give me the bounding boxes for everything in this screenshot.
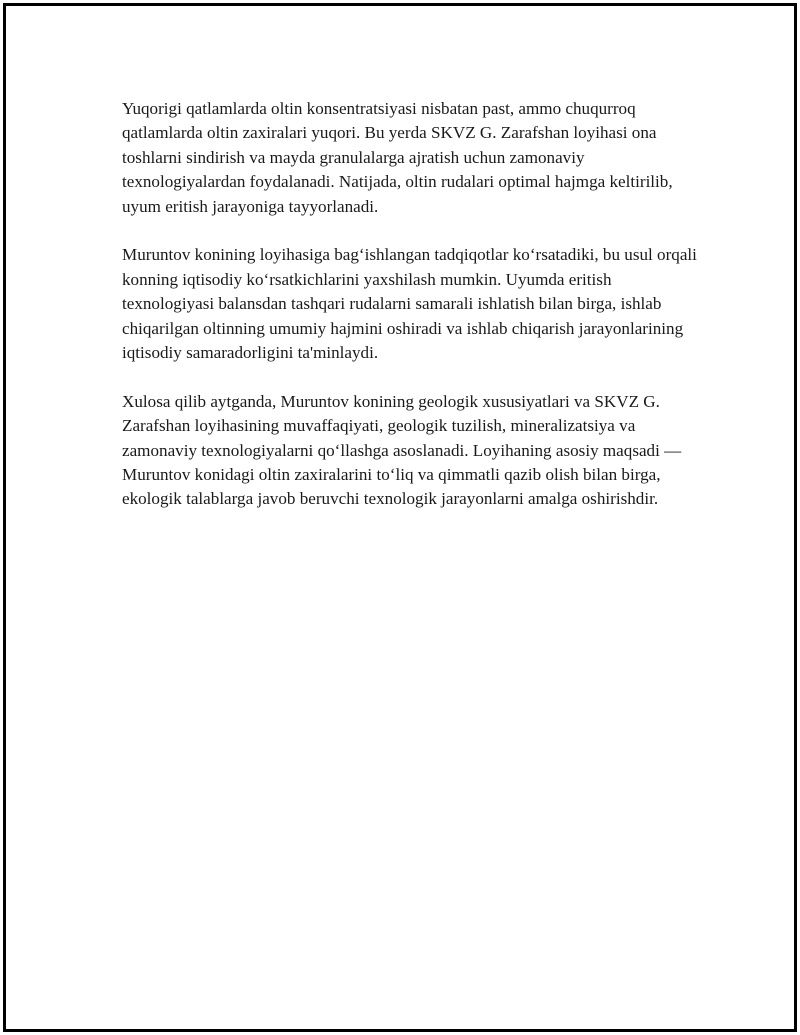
page-frame bbox=[3, 3, 797, 1032]
paragraph: Muruntov konining loyihasiga bag‘ishlangan tadqiqotlar ko‘rsatadiki, bu usul orqali konning iqtisodiy ko‘rsatkichlarini yaxshilash mumkin. Uyumda eritish texnologiyasi balansdan tashqari rudalarni samarali ishlatish bilan birga, ishlab chiqarilgan oltinning umumiy hajmini oshiradi va ishlab chiqarish jarayonlarining iqtisodiy samaradorligini ta'minlaydi. bbox=[122, 245, 697, 363]
document-body bbox=[122, 97, 702, 536]
paragraph: Xulosa qilib aytganda, Muruntov konining geologik xususiyatlari va SKVZ G. Zarafshan loyihasining muvaffaqiyati, geologik tuzilish, mineralizatsiya va zamonaviy texnologiyalarni qo‘llashga asoslanadi. Loyihaning asosiy maqsadi — Muruntov konidagi oltin zaxiralarini to‘liq va qimmatli qazib olish bilan birga, ekologik talablarga javob beruvchi texnologik jarayonlarni amalga oshirishdir. bbox=[122, 391, 682, 509]
paragraph: Yuqorigi qatlamlarda oltin konsentratsiyasi nisbatan past, ammo chuqurroq qatlamlarda oltin zaxiralari yuqori. Bu yerda SKVZ G. Zarafshan loyihasi ona toshlarni sindirish va mayda granulalarga ajratish uchun zamonaviy texnologiyalardan foydalanadi. Natijada, oltin rudalari optimal hajmga keltirilib, uyum eritish jarayoniga tayyorlanadi. bbox=[122, 99, 673, 216]
